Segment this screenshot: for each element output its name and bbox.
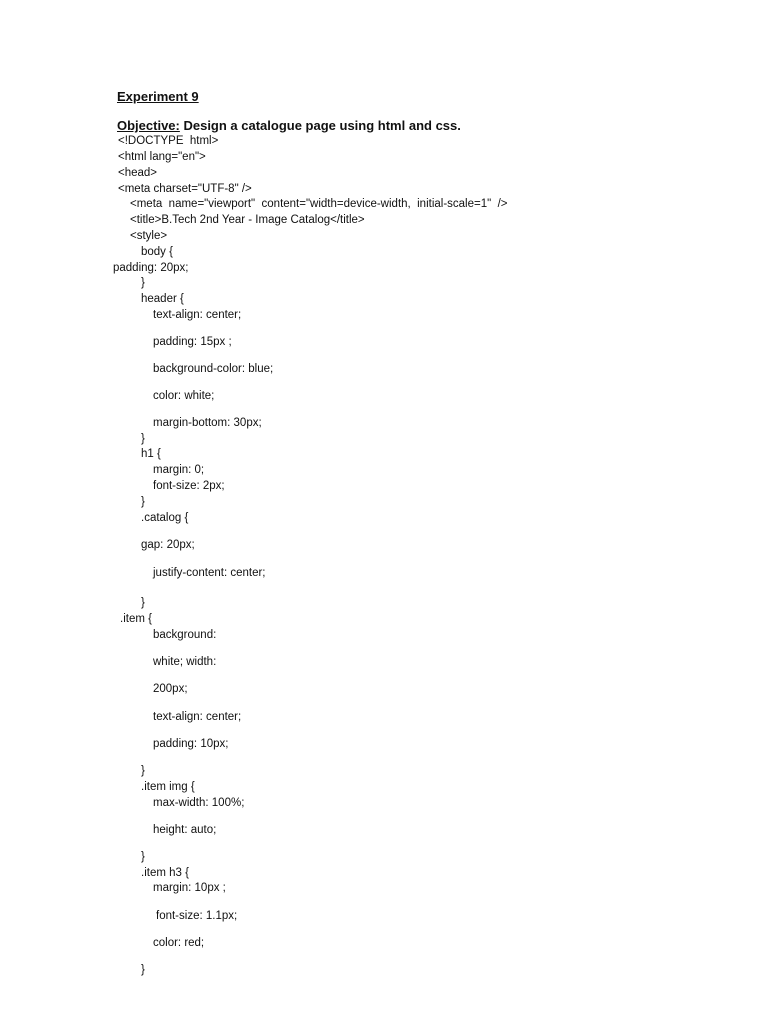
code-line: text-align: center;	[153, 711, 242, 723]
code-line: .item {	[120, 613, 152, 625]
code-line: <!DOCTYPE html>	[118, 135, 219, 147]
code-line: }	[141, 277, 145, 289]
code-line: white; width:	[153, 656, 217, 668]
code-line: margin-bottom: 30px;	[153, 417, 262, 429]
code-line: <title>B.Tech 2nd Year - Image Catalog</title>	[130, 214, 365, 226]
code-line: }	[141, 765, 145, 777]
code-line: }	[141, 851, 145, 863]
code-line: gap: 20px;	[141, 539, 195, 551]
code-line: background-color: blue;	[153, 363, 274, 375]
code-line: <meta charset="UTF-8" />	[118, 183, 252, 195]
code-line: <meta name="viewport" content="width=device-width, initial-scale=1" />	[130, 198, 508, 210]
code-line: margin: 0;	[153, 464, 205, 476]
code-line: margin: 10px ;	[153, 882, 226, 894]
code-line: padding: 15px ;	[153, 336, 232, 348]
objective-label: Objective:	[117, 118, 180, 133]
code-line: header {	[141, 293, 184, 305]
code-line: .item h3 {	[141, 867, 189, 879]
code-line: color: red;	[153, 937, 205, 949]
code-line: justify-content: center;	[153, 567, 266, 579]
code-line: padding: 10px;	[153, 738, 229, 750]
code-line: }	[141, 964, 145, 976]
code-line: .item img {	[141, 781, 195, 793]
code-line: background:	[153, 629, 217, 641]
code-line: max-width: 100%;	[153, 797, 245, 809]
code-line: font-size: 1.1px;	[156, 910, 238, 922]
code-line: .catalog {	[141, 512, 189, 524]
code-line: h1 {	[141, 448, 161, 460]
code-line: <style>	[130, 230, 168, 242]
code-line: body {	[141, 246, 173, 258]
code-line: padding: 20px;	[113, 262, 189, 274]
experiment-heading: Experiment 9	[117, 89, 199, 104]
objective-line	[117, 118, 461, 133]
code-line: }	[141, 597, 145, 609]
code-line: 200px;	[153, 683, 188, 695]
code-line: }	[141, 496, 145, 508]
code-line: text-align: center;	[153, 309, 242, 321]
objective-text: Design a catalogue page using html and css.	[179, 118, 461, 133]
code-line: <head>	[118, 167, 158, 179]
code-line: height: auto;	[153, 824, 217, 836]
code-line: font-size: 2px;	[153, 480, 225, 492]
code-line: }	[141, 433, 145, 445]
code-line: <html lang="en">	[118, 151, 206, 163]
code-line: color: white;	[153, 390, 215, 402]
